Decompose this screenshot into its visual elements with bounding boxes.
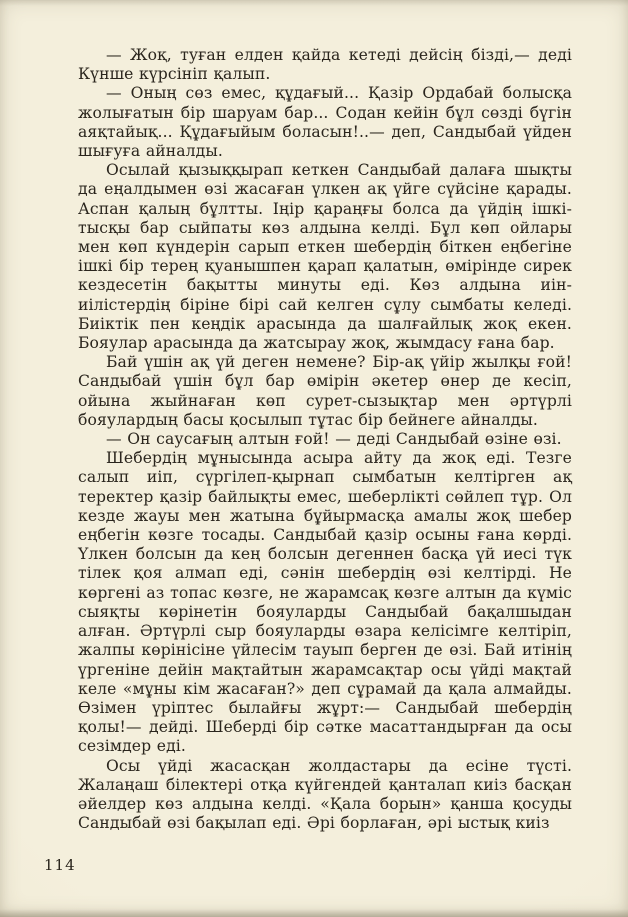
paragraph-narrative-3: Шебердің мұнысында асыра айту да жоқ еді. Тезге салып иіп, сүргілеп-қырнап сымбатын келтірген ақ теректер қазір байлықты емес, шеберлікті сөйлеп тұр. Ол кезде жауы мен жатына бұйырмасқа амалы жоқ шебер еңбегін көзге тосады. Сандыбай қазір осыны ғана көрді. Үлкен болсын да кең болсын дегеннен басқа үй иесі түк тілек қоя алмап еді, сәнін шебердің өзі келтірді. Не көргені аз топас көзге, не жарамсақ көзге алтын да күміс сыяқты көрінетін бояуларды Сандыбай бақалшыдан алған. Әртүрлі сыр бояуларды өзара келісімге келтіріп, жалпы көрінісіне үйлесім тауып берген де өзі. Бай итінің үргеніне дейін мақтайтын жарамсақтар осы үйді мақтай келе «мұны кім жасаған?» деп сұрамай да қала алмайды. Өзімен үріптес былайғы жұрт:— Сандыбай шебердің қолы!— дейді. Шеберді бір сәтке масаттандырған да осы сезімдер еді. (78, 449, 572, 756)
paragraph-dialogue-2: — Оның сөз емес, құдағый... Қазір Ордабай болысқа жолығатын бір шаруам бар... Содан кейін бұл сөзді бүгін аяқтайық... Құдағыйым боласын!..— деп, Сандыбай үйден шығуға айналды. (78, 84, 572, 161)
paragraph-narrative-4: Осы үйді жасасқан жолдастары да есіне түсті. Жалаңаш білектері отқа күйгендей қанталап киіз басқан әйелдер көз алдына келді. «Қала борын» қанша қосуды Сандыбай өзі бақылап еді. Әрі борлаған, әрі ыстық киіз (78, 756, 572, 833)
paragraph-dialogue-1: — Жоқ, туған елден қайда кетеді дейсің бізді,— деді Күнше күрсініп қалып. (78, 46, 572, 84)
scan-edge-shadow-top (0, 0, 628, 6)
scan-edge-shadow-bottom (0, 909, 628, 917)
paragraph-narrative-1: Осылай қызыққырап кеткен Сандыбай далаға шықты да еңалдымен өзі жасаған үлкен ақ үйге сүйсіне қарады. Аспан қалың бұлтты. Іңір қараңғы болса да үйдің ішкі-тысқы бар сыйпаты көз алдына келді. Бұл көп ойлары мен көп күндерін сарып еткен шебердің біткен еңбегіне ішкі бір терең қуанышпен қарап қалатын, өмірінде сирек кездесетін бақытты минуты еді. Көз алдына иін-иілістердің біріне бірі сай келген сұлу сымбаты келеді. Биіктік пен кеңдік арасында да шалғайлық жоқ екен. Бояулар арасында да жатсырау жоқ, жымдасу ғана бар. (78, 161, 572, 353)
text-block (78, 46, 572, 833)
paragraph-dialogue-3: — Он саусағың алтын ғой! — деді Сандыбай өзіне өзі. (106, 430, 562, 449)
page-number: 114 (44, 856, 76, 874)
paragraph-narrative-2: Бай үшін ақ үй деген немене? Бір-ақ үйір жылқы ғой! Сандыбай үшін бұл бар өмірін әкетер өнер де кесіп, ойына жыйнаған көп сурет-сызықтар мен әртүрлі бояулардың басы қосылып тұтас бір бейнеге айналды. (78, 353, 572, 429)
